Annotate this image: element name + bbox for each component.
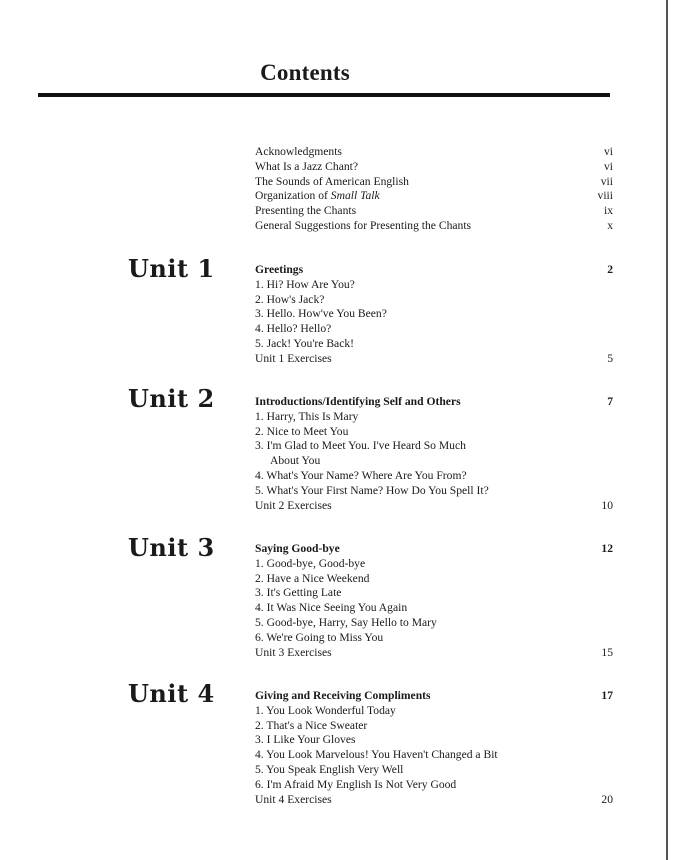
unit-heading: [255, 395, 613, 410]
chant-item: [255, 425, 613, 440]
chant-item: [255, 572, 613, 587]
chant-item: [255, 322, 613, 337]
toc-entry: [255, 145, 613, 160]
unit-4-label: Unit 4: [128, 679, 215, 708]
toc-entry: [255, 160, 613, 175]
chant-item: [255, 586, 613, 601]
chant-title: 3. I Like Your Gloves: [255, 733, 356, 747]
chant-item: [255, 704, 613, 719]
unit-1-label: Unit 1: [128, 254, 215, 283]
heading-title: Introductions/Identifying Self and Others: [255, 395, 461, 408]
unit-heading: [255, 689, 613, 704]
chant-item: [255, 778, 613, 793]
entry-page: vi: [603, 145, 613, 158]
chant-item: [255, 719, 613, 734]
chant-item: [255, 631, 613, 646]
chant-item: [255, 469, 613, 484]
chant-item: [255, 601, 613, 616]
chant-title: 3. I'm Glad to Meet You. I've Heard So Much: [255, 439, 466, 453]
exercises-title: Unit 3 Exercises: [255, 645, 332, 659]
chant-title: 2. That's a Nice Sweater: [255, 718, 368, 732]
chant-item: [255, 484, 613, 499]
heading-title: Giving and Receiving Compliments: [255, 689, 431, 702]
chant-item: [255, 410, 613, 425]
chant-title: 3. It's Getting Late: [255, 586, 342, 600]
chant-title: 6. I'm Afraid My English Is Not Very Good: [255, 777, 457, 791]
toc-entry: [255, 219, 613, 234]
chant-title: 5. Good-bye, Harry, Say Hello to Mary: [255, 615, 437, 629]
exercises-title: Unit 2 Exercises: [255, 498, 332, 512]
chant-title: 5. You Speak English Very Well: [255, 762, 404, 776]
chant-title: 2. How's Jack?: [255, 292, 325, 306]
exercises-page: 15: [601, 645, 613, 659]
unit-4-section: [255, 689, 613, 807]
entry-title: Presenting the Chants: [255, 204, 357, 218]
unit-2-section: [255, 395, 613, 513]
chant-item: [255, 748, 613, 763]
chant-item: [255, 439, 613, 454]
chant-title: 1. You Look Wonderful Today: [255, 703, 396, 717]
heading-title: Saying Good-bye: [255, 542, 340, 555]
unit-3-section: [255, 542, 613, 660]
entry-title: Acknowledgments: [255, 145, 342, 158]
entry-title: What Is a Jazz Chant?: [255, 159, 359, 173]
entry-page: vii: [600, 174, 613, 188]
chant-title: 1. Harry, This Is Mary: [255, 409, 359, 423]
heading-page: 12: [601, 542, 613, 555]
chant-title: About You: [270, 454, 321, 468]
chant-item: [255, 337, 613, 352]
entry-page: x: [607, 218, 613, 232]
front-matter-list: [255, 145, 613, 234]
unit-heading: [255, 542, 613, 557]
chant-title: 1. Hi? How Are You?: [255, 277, 355, 291]
chant-item-continuation: [255, 454, 613, 469]
entry-page: vi: [603, 159, 613, 173]
chant-item: [255, 733, 613, 748]
unit-heading: [255, 263, 613, 278]
exercises-title: Unit 1 Exercises: [255, 351, 332, 365]
heading-page: 7: [607, 395, 613, 408]
title-rule: [38, 93, 610, 97]
toc-entry: [255, 204, 613, 219]
unit-3-label: Unit 3: [128, 533, 215, 562]
chant-title: 5. What's Your First Name? How Do You Spell It?: [255, 483, 489, 497]
chant-title: 6. We're Going to Miss You: [255, 630, 384, 644]
heading-title: Greetings: [255, 263, 304, 276]
page-title: Contents: [260, 60, 350, 85]
page-edge-line: [666, 0, 668, 860]
exercises-title: Unit 4 Exercises: [255, 792, 332, 806]
heading-page: 17: [601, 689, 613, 702]
exercises-page: 5: [607, 351, 613, 365]
chant-item: [255, 616, 613, 631]
chant-title: 4. What's Your Name? Where Are You From?: [255, 468, 467, 482]
chant-item: [255, 278, 613, 293]
exercises-entry: [255, 646, 613, 661]
entry-title: General Suggestions for Presenting the Chants: [255, 218, 472, 232]
unit-2-label: Unit 2: [128, 384, 215, 413]
chant-title: 4. Hello? Hello?: [255, 322, 332, 336]
unit-1-section: [255, 263, 613, 367]
entry-title-italic: Small Talk: [330, 189, 380, 203]
entry-page: ix: [603, 204, 613, 218]
toc-entry: [255, 175, 613, 190]
chant-item: [255, 557, 613, 572]
entry-title-prefix: Organization of: [255, 189, 331, 203]
exercises-entry: [255, 352, 613, 367]
exercises-page: 20: [601, 792, 613, 806]
chant-title: 4. It Was Nice Seeing You Again: [255, 601, 408, 615]
chant-title: 1. Good-bye, Good-bye: [255, 556, 366, 570]
toc-entry: [255, 189, 613, 204]
chant-title: 4. You Look Marvelous! You Haven't Changed a Bit: [255, 748, 498, 762]
chant-title: 3. Hello. How've You Been?: [255, 307, 387, 321]
entry-title: [255, 189, 589, 204]
chant-item: [255, 763, 613, 778]
chant-title: 5. Jack! You're Back!: [255, 336, 355, 350]
chant-item: [255, 307, 613, 322]
heading-page: 2: [607, 263, 613, 276]
chant-item: [255, 293, 613, 308]
exercises-entry: [255, 499, 613, 514]
exercises-page: 10: [601, 498, 613, 512]
exercises-entry: [255, 793, 613, 808]
entry-page: viii: [597, 189, 613, 203]
chant-title: 2. Nice to Meet You: [255, 424, 349, 438]
chant-title: 2. Have a Nice Weekend: [255, 571, 370, 585]
entry-title: The Sounds of American English: [255, 174, 409, 188]
